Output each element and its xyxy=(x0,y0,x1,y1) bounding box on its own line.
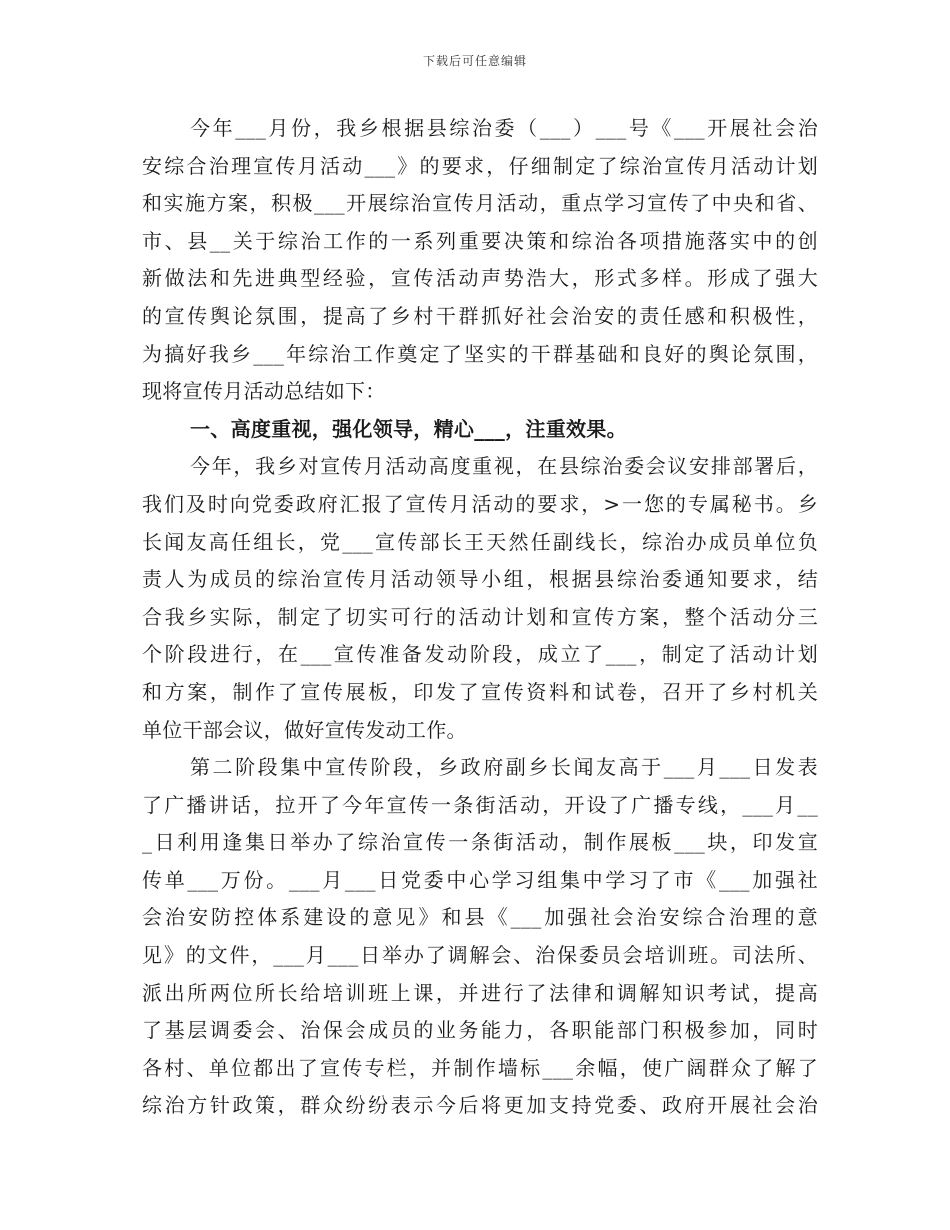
paragraph-line: 合我乡实际，制定了切实可行的活动计划和宣传方案，整个活动分三 xyxy=(142,604,818,629)
paragraph-line: 现将宣传月活动总结如下： xyxy=(142,379,386,404)
paragraph-line: 见》的文件，___月___日举办了调解会、治保委员会培训班。司法所、 xyxy=(142,943,818,968)
paragraph-line: 了广播讲话，拉开了今年宣传一条街活动，开设了广播专线，___月__ xyxy=(142,792,818,817)
paragraph-line: 今年___月份，我乡根据县综治委（___）___号《___开展社会治 xyxy=(190,116,818,140)
page-header: 下载后可任意编辑 xyxy=(422,54,527,68)
paragraph-line: 传单___万份。___月___日党委中心学习组集中学习了市《___加强社 xyxy=(142,867,818,892)
paragraph-line: 综治方针政策，群众纷纷表示今后将更加支持党委、政府开展社会治 xyxy=(142,1093,818,1118)
paragraph-line: 新做法和先进典型经验，宣传活动声势浩大，形式多样。形成了强大 xyxy=(142,266,818,291)
section-heading: 一、高度重视，强化领导，精心___，注重效果。 xyxy=(190,416,627,441)
paragraph-line: 的宣传舆论氛围，提高了乡村干群抓好社会治安的责任感和积极性， xyxy=(142,303,818,328)
paragraph-line: 个阶段进行，在___宣传准备发动阶段，成立了___，制定了活动计划 xyxy=(142,642,818,667)
paragraph-line: 市、县__关于综治工作的一系列重要决策和综治各项措施落实中的创 xyxy=(142,228,818,253)
paragraph-line: 我们及时向党委政府汇报了宣传月活动的要求，>一您的专属秘书。乡 xyxy=(142,491,818,516)
paragraph-line: 和方案，制作了宣传展板，印发了宣传资料和试卷，召开了乡村机关 xyxy=(142,679,818,704)
paragraph-line: 会治安防控体系建设的意见》和县《___加强社会治安综合治理的意 xyxy=(142,905,818,930)
paragraph-line: 为搞好我乡___年综治工作奠定了坚实的干群基础和良好的舆论氛围， xyxy=(142,341,818,366)
paragraph-line: 各村、单位都出了宣传专栏，并制作墙标___余幅，使广阔群众了解了 xyxy=(142,1055,818,1080)
document-body xyxy=(142,110,818,1125)
paragraph-line: 今年，我乡对宣传月活动高度重视，在县综治委会议安排部署后， xyxy=(190,454,818,479)
paragraph-line: 和实施方案，积极___开展综治宣传月活动，重点学习宣传了中央和省、 xyxy=(142,191,818,216)
paragraph-line: 派出所两位所长给培训班上课，并进行了法律和调解知识考试，提高 xyxy=(142,980,818,1005)
paragraph-line: 单位干部会议，做好宣传发动工作。 xyxy=(142,717,467,742)
paragraph-line: _日利用逢集日举办了综治宣传一条街活动，制作展板___块，印发宣 xyxy=(142,830,818,855)
paragraph-line: 了基层调委会、治保会成员的业务能力，各职能部门积极参加，同时 xyxy=(142,1018,818,1043)
paragraph-line: 长闻友高任组长，党___宣传部长王天然任副线长，综治办成员单位负 xyxy=(142,529,818,554)
paragraph-line: 第二阶段集中宣传阶段，乡政府副乡长闻友高于___月___日发表 xyxy=(190,755,818,780)
paragraph-line: 责人为成员的综治宣传月活动领导小组，根据县综治委通知要求，结 xyxy=(142,567,818,592)
paragraph-line: 安综合治理宣传月活动___》的要求，仔细制定了综治宣传月活动计划 xyxy=(142,153,818,178)
